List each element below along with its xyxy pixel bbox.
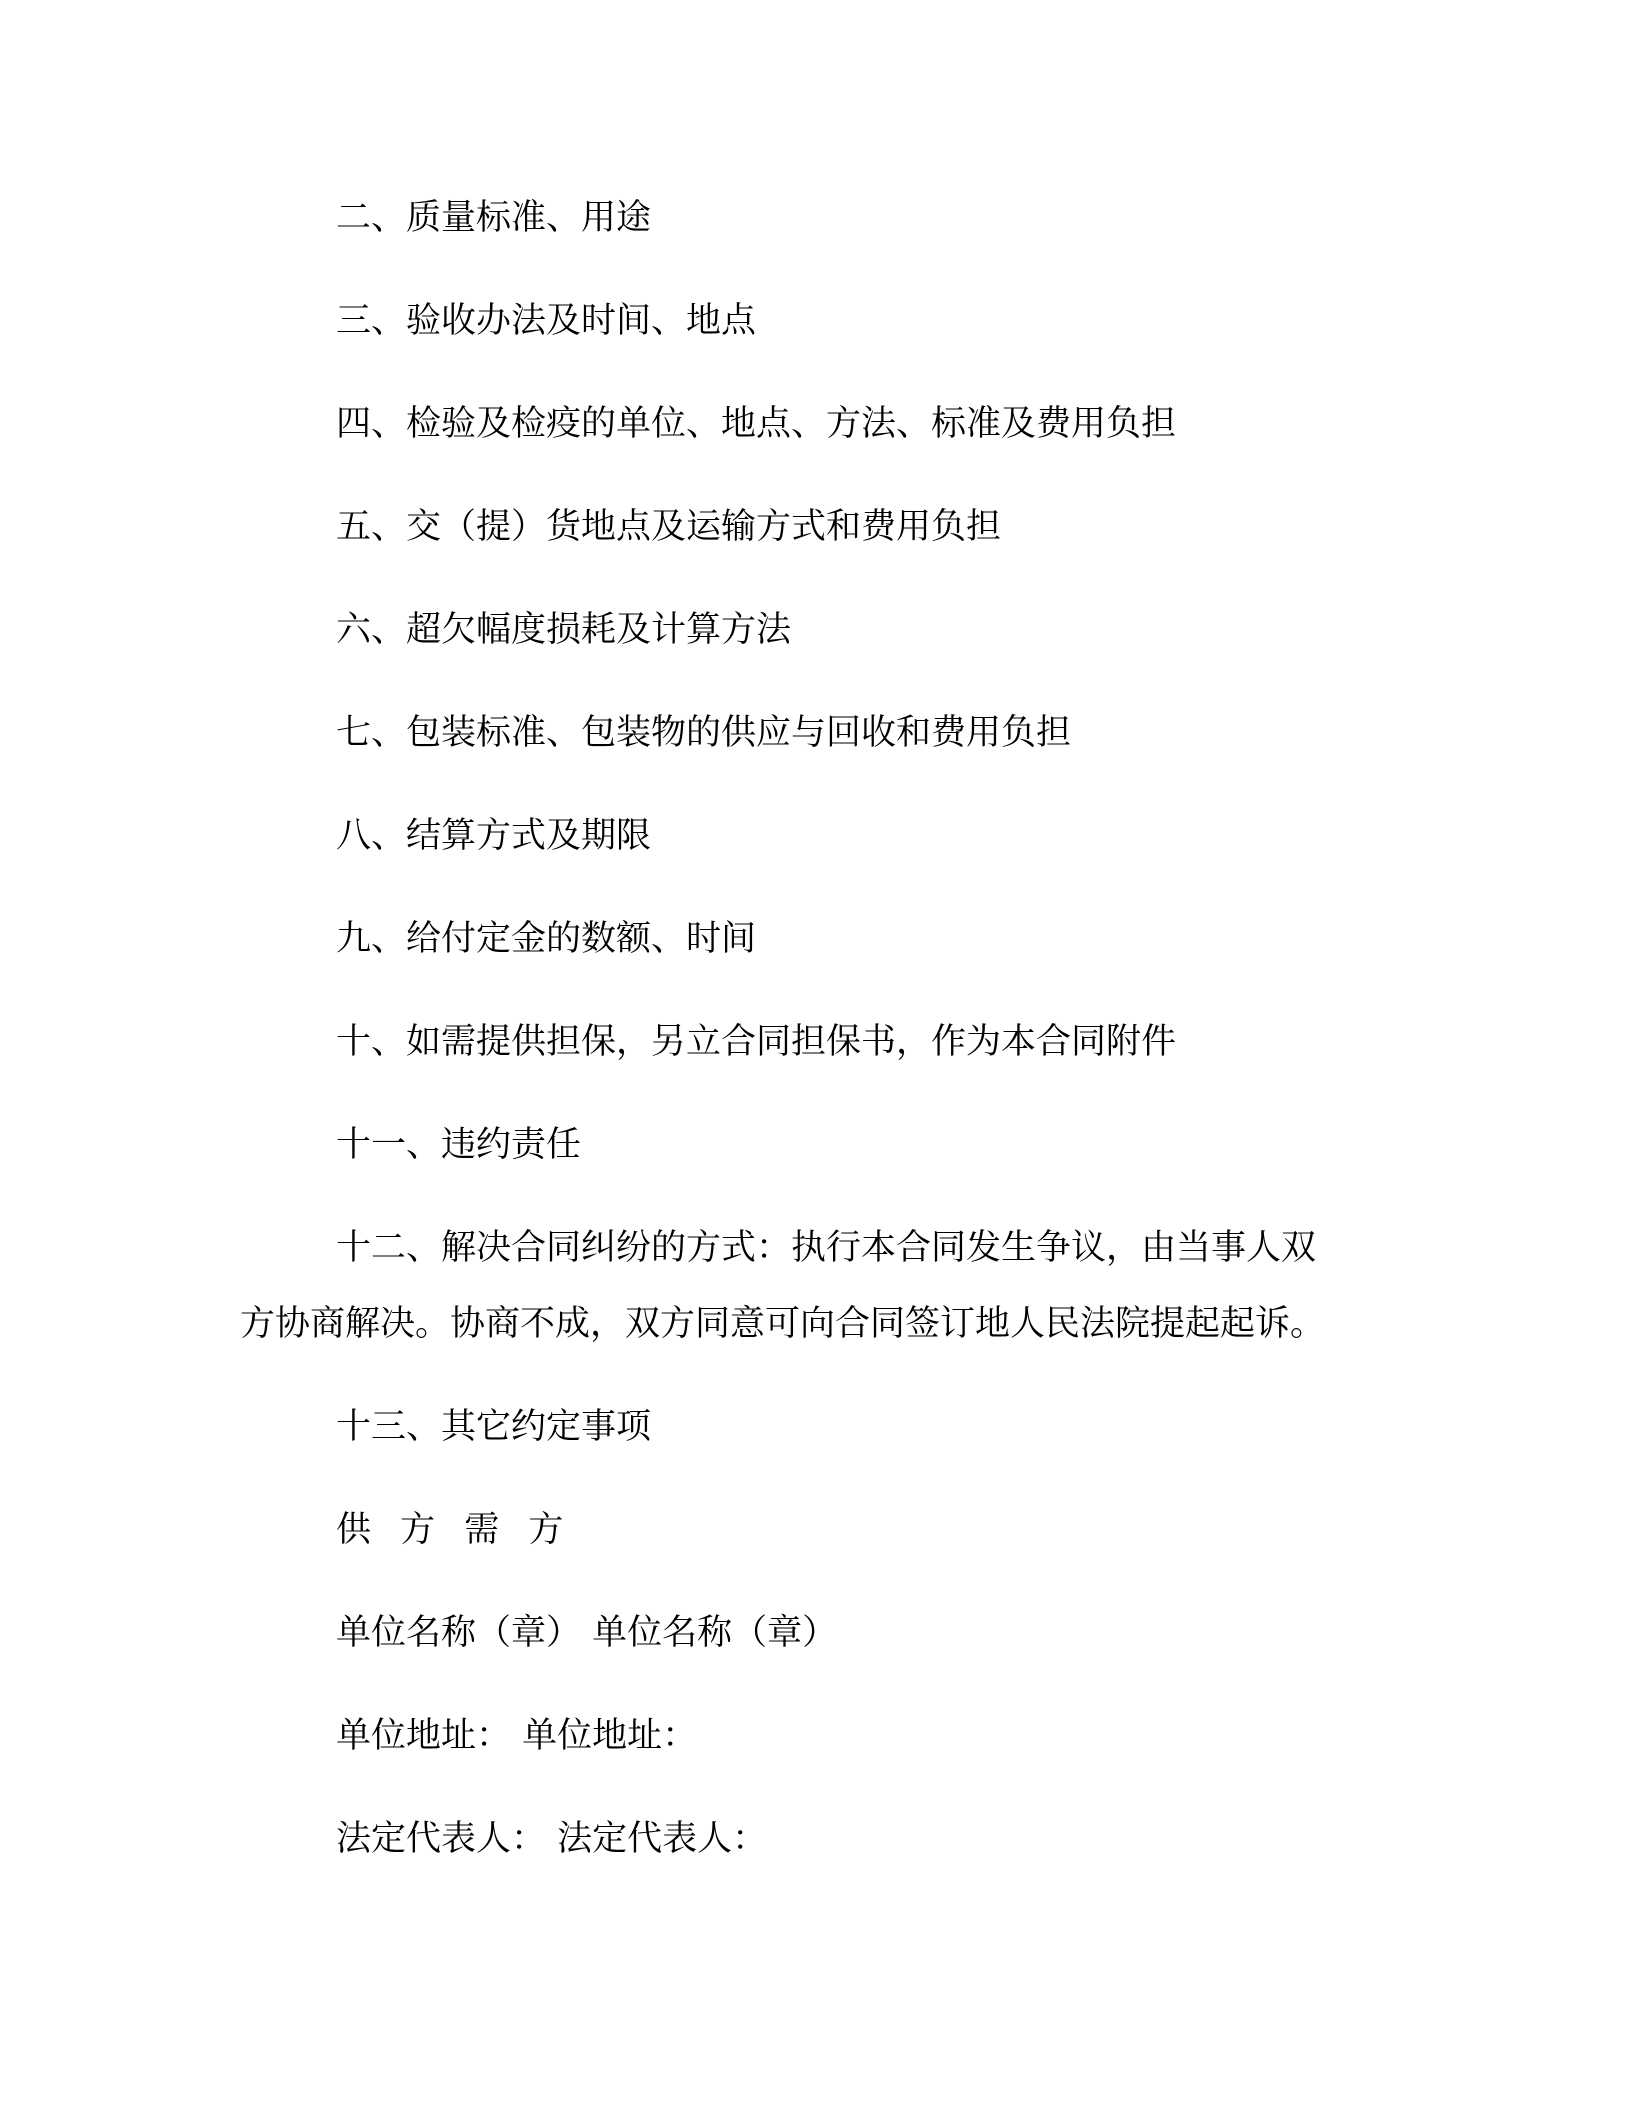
clause-inspection: 四、检验及检疫的单位、地点、方法、标准及费用负担 [336, 404, 1177, 444]
clause-breach: 十一、违约责任 [336, 1125, 582, 1165]
signature-unit-address: 单位地址： 单位地址： [336, 1716, 698, 1756]
clause-other-matters: 十三、其它约定事项 [336, 1407, 652, 1447]
clause-delivery: 五、交（提）货地点及运输方式和费用负担 [336, 507, 1002, 547]
signature-unit-name: 单位名称（章） 单位名称（章） [336, 1613, 838, 1653]
clause-dispute-line-2: 方协商解决。协商不成，双方同意可向合同签订地人民法院提起起诉。 [240, 1304, 1326, 1344]
signature-legal-rep: 法定代表人： 法定代表人： [336, 1819, 768, 1859]
clause-quality-standard: 二、质量标准、用途 [336, 198, 652, 238]
clause-settlement: 八、结算方式及期限 [336, 816, 652, 856]
clause-guarantee: 十、如需提供担保，另立合同担保书，作为本合同附件 [336, 1022, 1177, 1062]
signature-parties: 供 方 需 方 [336, 1510, 573, 1550]
clause-deposit: 九、给付定金的数额、时间 [336, 919, 757, 959]
clause-dispute-line-1: 十二、解决合同纠纷的方式：执行本合同发生争议，由当事人双 [336, 1228, 1317, 1268]
clause-packaging: 七、包装标准、包装物的供应与回收和费用负担 [336, 713, 1072, 753]
clause-acceptance: 三、验收办法及时间、地点 [336, 301, 757, 341]
clause-loss: 六、超欠幅度损耗及计算方法 [336, 610, 792, 650]
